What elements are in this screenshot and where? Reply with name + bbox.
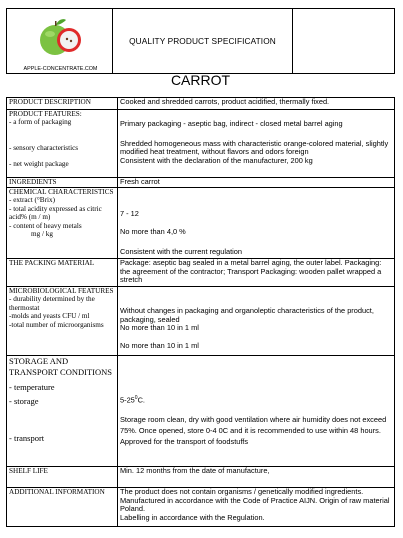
chemical-sub-acidity: - total acidity expressed as citric acid% (m / m) [9,204,102,222]
storage-label: STORAGE AND TRANSPORT CONDITIONS [9,356,112,377]
table-row [7,259,395,287]
packing-value: Package: aseptic bag sealed in a metal barrel aging, the outer label. Packaging: the agreement of the contractor; Transport Packaging: wooden pallet wrapped a stretch [120,258,382,285]
features-label: PRODUCT FEATURES: [9,110,82,118]
micro-durability-value: Without changes in packaging and organoleptic characteristics of the product, packaging, sealed [120,306,374,324]
storage-temperature-value [120,393,392,405]
logo-url-text: APPLE-CONCENTRATE.COM [23,66,98,72]
storage-transport-value: Approved for the transport of foodstuffs [120,437,249,447]
storage-temperature-degree: 0 [134,395,138,401]
row-label [7,188,118,259]
row-label [7,178,118,188]
table-row [7,110,395,178]
row-label [7,259,118,287]
logo-cell [6,8,113,74]
table-row [7,287,395,356]
shelf-value: Min. 12 months from the date of manufacture, [120,466,270,475]
features-sub-packaging: - a form of packaging [9,118,72,127]
micro-molds-value: No more than 10 in 1 ml [120,323,199,333]
row-label [7,467,118,488]
row-value [118,178,395,188]
micro-sub-total: -total number of microorganisms [9,320,104,329]
chemical-sub-metals-unit: mg / kg [31,230,53,239]
features-sensory-value: Shredded homogeneous mass with characteristic orange-colored material, slightly modified heat treatment, without flavors and odors foreign [120,138,389,157]
table-row [7,188,395,259]
features-weight-value: Consistent with the declaration of the manufacturer, 200 kg [120,156,313,166]
chemical-sub-metals: - content of heavy metals [9,221,82,230]
table-row [7,98,395,110]
additional-labelling-value: Labelling in accordance with the Regulation. [120,513,265,523]
row-label [7,488,118,527]
chemical-label: CHEMICAL CHARACTERISTICS [9,188,114,196]
micro-sub-molds: -molds and yeasts CFU / ml [9,312,90,321]
header-blank-cell [292,8,395,74]
features-packaging-value: Primary packaging - aseptic bag, indirect - closed metal barrel aging [120,119,343,128]
storage-sub-storage: - storage [9,396,39,406]
table-row [7,467,395,488]
storage-temperature-number: 5-25 [120,395,135,405]
additional-label: ADDITIONAL INFORMATION [9,488,105,496]
row-value [118,98,395,110]
micro-label: MICROBIOLOGICAL FEATURES [9,287,114,295]
table-row [7,178,395,188]
storage-sub-temperature: - temperature [9,382,55,392]
apple-logo-icon [37,16,85,62]
table-row [7,488,395,527]
micro-total-value: No more than 10 in 1 ml [120,341,199,351]
row-value [118,488,395,527]
chemical-metals-value: Consistent with the current regulation [120,247,243,257]
product-name: CARROT [170,71,231,88]
features-sub-weight: - net weight package [9,160,69,169]
ingredients-value: Fresh carrot [120,177,160,186]
storage-storage-value: Storage room clean, dry with good ventilation where air humidity does not exceed 75%. Once opened, store 0-4 0C and it is recommended to use within 48 hours. [120,415,387,436]
row-label [7,356,118,467]
additional-value: The product does not contain organisms / genetically modified ingredients. Manufactured in accordance with the Code of Practice AIJN. Origin of raw material Poland. [120,487,390,514]
row-value [118,259,395,287]
micro-sub-durability: - durability determined by the thermostat [9,295,95,312]
chemical-extract-value: 7 - 12 [120,209,139,218]
row-label [7,110,118,178]
row-label [7,98,118,110]
shelf-label: SHELF LIFE [9,467,48,475]
row-value [118,356,395,467]
description-value: Cooked and shredded carrots, product acidified, thermally fixed. [120,97,330,106]
storage-sub-transport: - transport [9,433,45,443]
row-value [118,110,395,178]
row-value [118,467,395,488]
row-value [118,188,395,259]
chemical-acidity-value: No more than 4,0 % [120,226,186,236]
packing-label: THE PACKING MATERIAL [9,259,95,267]
specification-table [6,97,395,527]
description-label: PRODUCT DESCRIPTION [9,98,91,106]
row-value [118,287,395,356]
storage-temperature-unit: C. [137,395,145,405]
ingredients-label: INGREDIENTS [9,178,57,186]
document-title: QUALITY PRODUCT SPECIFICATION [112,8,293,74]
chemical-sub-extract: - extract (°Brix) [9,196,55,205]
table-row [7,356,395,467]
row-label [7,287,118,356]
features-sub-sensory: - sensory characteristics [9,143,79,152]
